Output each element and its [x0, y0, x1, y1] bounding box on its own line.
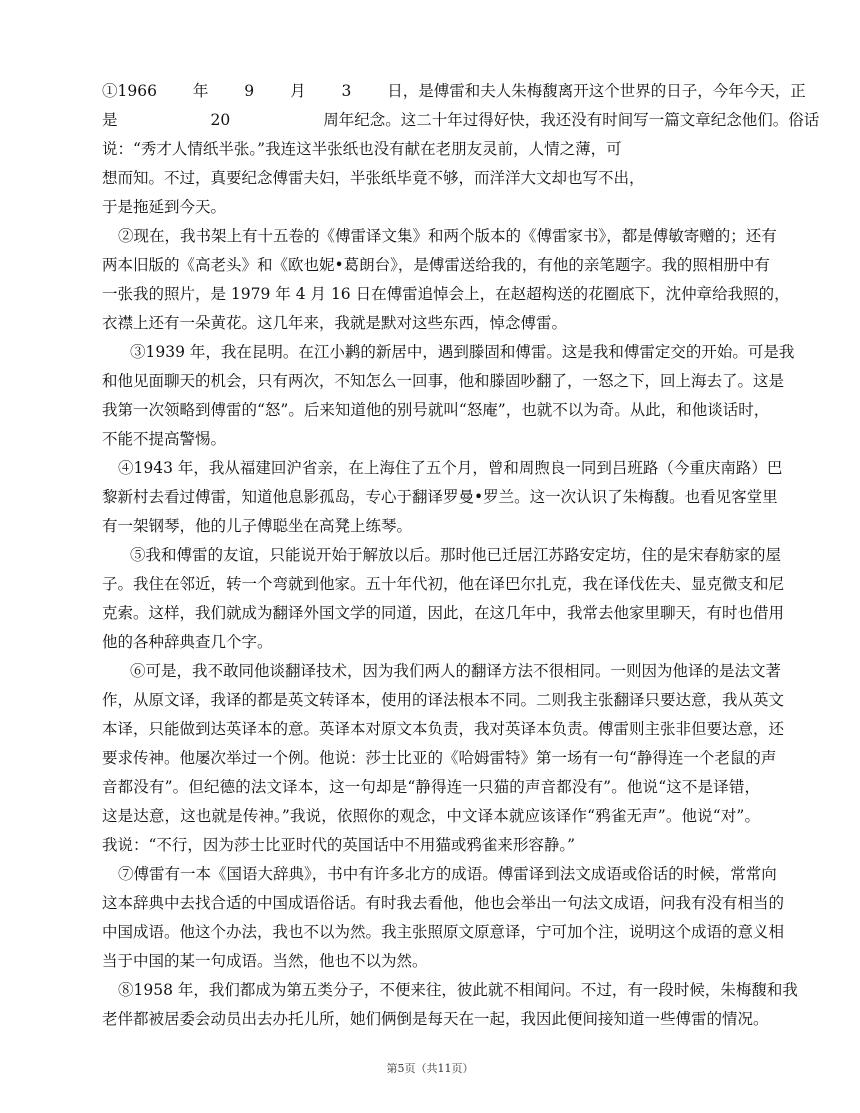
page-footer: 第5页（共11页）: [386, 1062, 474, 1075]
text-line: 要求传神。他屡次举过一个例。他说：莎士比亚的《哈姆雷特》第一场有一句“静得连一个老鼠的声: [102, 749, 777, 767]
text-line: 中国成语。他这个办法，我也不以为然。我主张照原文原意译，宁可加个注，说明这个成语的意义相: [102, 923, 785, 941]
text-line: 于是拖延到今天。: [102, 198, 227, 216]
text-line: 黎新村去看过傅雷，知道他息影孤岛，专心于翻译罗曼•罗兰。这一次认识了朱梅馥。也看见客堂里: [102, 488, 778, 506]
text-line: ②现在，我书架上有十五卷的《傅雷译文集》和两个版本的《傅雷家书》，都是傅敏寄赠的；还有: [118, 227, 777, 245]
text-line: 我说：“不行，因为莎士比亚时代的英国话中不用猫或鸦雀来形容静。”: [102, 836, 576, 854]
text-line: ⑦傅雷有一本《国语大辞典》，书中有许多北方的成语。傅雷译到法文成语或俗话的时候，常常向: [118, 865, 777, 883]
text-line: 当于中国的某一句成语。当然，他也不以为然。: [102, 952, 428, 970]
text-line: 不能不提高警惕。: [102, 430, 227, 448]
text-line: 子。我住在邻近，转一个弯就到他家。五十年代初，他在译巴尔扎克，我在译伐佐夫、显克微支和尼: [102, 575, 785, 593]
text-line: 这本辞典中去找合适的中国成语俗话。有时我去看他，他也会举出一句法文成语，问我有没有相当的: [102, 894, 785, 912]
text-line: 我第一次领略到傅雷的“怒”。后来知道他的别号就叫“怒庵”，也就不以为奇。从此，和他谈话时，: [102, 401, 770, 419]
text-line: 说：“秀才人情纸半张。”我连这半张纸也没有献在老朋友灵前，人情之薄，可: [102, 140, 622, 158]
text-line: 两本旧版的《高老头》和《欧也妮•葛朗台》，是傅雷送给我的，有他的亲笔题字。我的照相册中有: [102, 256, 770, 274]
text-line: 想而知。不过，真要纪念傅雷夫妇，半张纸毕竟不够，而洋洋大文却也写不出，: [102, 169, 645, 187]
text-line: 老伴都被居委会动员出去办托儿所，她们俩倒是每天在一起，我因此便间接知道一些傅雷的情况。: [102, 1010, 769, 1028]
text-line: 作，从原文译，我译的都是英文转译本，使用的译法根本不同。二则我主张翻译只要达意，我从英文: [102, 691, 785, 709]
text-line: 和他见面聊天的机会，只有两次，不知怎么一回事，他和滕固吵翻了，一怒之下，回上海去了。这是: [102, 372, 785, 390]
text-line: 克索。这样，我们就成为翻译外国文学的同道，因此，在这几年中，我常去他家里聊天，有时也借用: [102, 604, 785, 622]
text-line: ⑥可是，我不敢同他谈翻译技术，因为我们两人的翻译方法不很相同。一则因为他译的是法文著: [130, 662, 782, 680]
text-line: ⑧1958 年，我们都成为第五类分子，不便来往，彼此就不相闻问。不过，有一段时候，朱梅馥和我: [118, 981, 798, 999]
text-line: ③1939 年，我在昆明。在江小鹣的新居中，遇到滕固和傅雷。这是我和傅雷定交的开始。可是我: [130, 343, 795, 361]
text-line: 衣襟上还有一朵黄花。这几年来，我就是默对这些东西，悼念傅雷。: [102, 314, 568, 332]
text-line: ④1943 年，我从福建回沪省亲，在上海住了五个月，曾和周煦良一同到吕班路（今重庆南路）巴: [118, 459, 783, 477]
text-line: 这是达意，这也就是传神。”我说，依照你的观念，中文译本就应该译作“鸦雀无声”。他说“对”。: [102, 807, 760, 825]
text-line: 一张我的照片，是 1979 年 4 月 16 日在傅雷追悼会上，在赵超构送的花圈底下，沈仲章给我照的，: [102, 285, 790, 303]
text-line: ①1966 年 9 月 3 日，是傅雷和夫人朱梅馥离开这个世界的日子，今年今天，正: [102, 82, 806, 100]
text-line: 有一架钢琴，他的儿子傅聪坐在高凳上练琴。: [102, 517, 413, 535]
text-line: 是 20 周年纪念。这二十年过得好快，我还没有时间写一篇文章纪念他们。俗话: [102, 111, 820, 129]
text-line: 音都没有”。但纪德的法文译本，这一句却是“静得连一只猫的声音都没有”。他说“这不是译错，: [102, 778, 760, 796]
text-line: 本译，只能做到达英译本的意。英译本对原文本负责，我对英译本负责。傅雷则主张非但要达意，还: [102, 720, 785, 738]
text-line: 他的各种辞典查几个字。: [102, 633, 273, 651]
text-line: ⑤我和傅雷的友谊，只能说开始于解放以后。那时他已迁居江苏路安定坊，住的是宋春舫家的屋: [130, 546, 782, 564]
